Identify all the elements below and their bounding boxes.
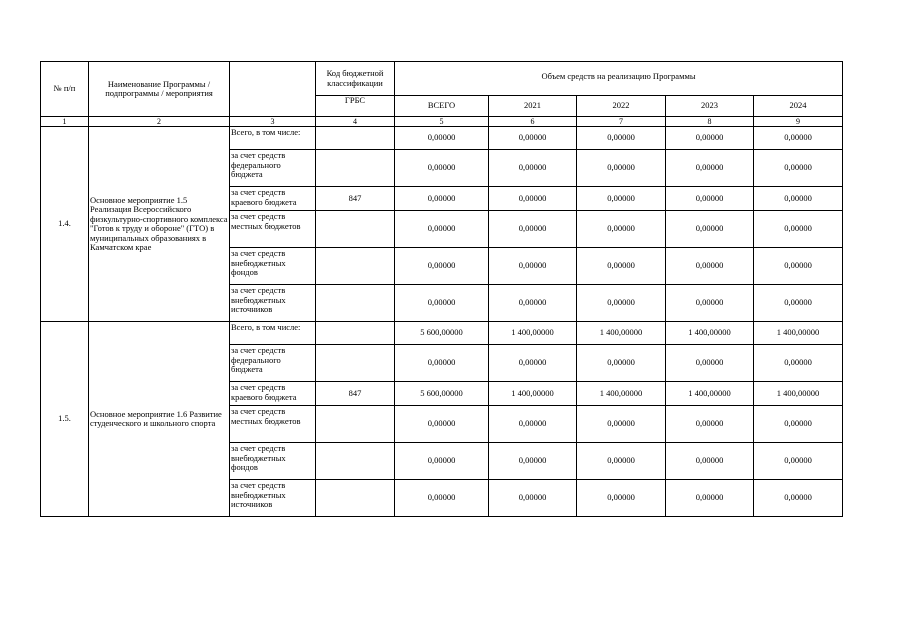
amount-year: 0,00000 (577, 187, 666, 211)
amount-year: 1 400,00000 (666, 382, 754, 406)
header-name: Наименование Программы / подпрограммы / мероприятия (89, 62, 230, 117)
activity-number: 1.4. (41, 127, 89, 322)
activity-name: Основное мероприятие 1.5 Реализация Всероссийского физкультурно-спортивного комплекса "Готов к труду и обороне" (ГТО) в муниципальных образованиях в Камчатском крае (89, 127, 230, 322)
amount-year: 0,00000 (666, 345, 754, 382)
amount-year: 0,00000 (489, 443, 577, 480)
grbs-code (316, 480, 395, 517)
grbs-code (316, 248, 395, 285)
column-number: 1 (41, 117, 89, 127)
amount-year: 0,00000 (754, 211, 843, 248)
activity-name: Основное мероприятие 1.6 Развитие студенческого и школьного спорта (89, 322, 230, 517)
funding-source: за счет средств внебюджетных источников (230, 285, 316, 322)
amount-year: 0,00000 (577, 248, 666, 285)
amount-year: 0,00000 (754, 480, 843, 517)
amount-year: 1 400,00000 (754, 382, 843, 406)
funding-row (41, 127, 843, 150)
funding-source: за счет средств внебюджетных источников (230, 480, 316, 517)
header-grbs: ГРБС (316, 96, 395, 117)
grbs-code: 847 (316, 382, 395, 406)
amount-year: 0,00000 (489, 248, 577, 285)
funding-source: за счет средств краевого бюджета (230, 187, 316, 211)
grbs-code (316, 345, 395, 382)
activity-number: 1.5. (41, 322, 89, 517)
grbs-code (316, 443, 395, 480)
amount-year: 0,00000 (754, 187, 843, 211)
header-total: ВСЕГО (395, 96, 489, 117)
amount-total: 0,00000 (395, 127, 489, 150)
amount-year: 0,00000 (754, 345, 843, 382)
grbs-code (316, 285, 395, 322)
amount-year: 1 400,00000 (577, 382, 666, 406)
amount-year: 1 400,00000 (489, 382, 577, 406)
amount-year: 1 400,00000 (577, 322, 666, 345)
amount-year: 0,00000 (666, 150, 754, 187)
amount-total: 0,00000 (395, 443, 489, 480)
amount-year: 0,00000 (754, 150, 843, 187)
amount-year: 0,00000 (577, 443, 666, 480)
funding-source: за счет средств местных бюджетов (230, 406, 316, 443)
amount-year: 0,00000 (754, 127, 843, 150)
column-number: 2 (89, 117, 230, 127)
amount-year: 0,00000 (577, 285, 666, 322)
amount-year: 0,00000 (754, 443, 843, 480)
grbs-code (316, 406, 395, 443)
column-number: 5 (395, 117, 489, 127)
amount-total: 0,00000 (395, 187, 489, 211)
funding-source: за счет средств федерального бюджета (230, 345, 316, 382)
grbs-code (316, 127, 395, 150)
amount-year: 0,00000 (489, 480, 577, 517)
column-number-row (41, 117, 843, 127)
amount-year: 0,00000 (754, 248, 843, 285)
grbs-code (316, 322, 395, 345)
amount-year: 0,00000 (489, 285, 577, 322)
header-year-2022: 2022 (577, 96, 666, 117)
amount-year: 0,00000 (666, 443, 754, 480)
header-code-group: Код бюджетной классификации (316, 62, 395, 96)
amount-total: 5 600,00000 (395, 322, 489, 345)
amount-year: 1 400,00000 (489, 322, 577, 345)
column-number: 7 (577, 117, 666, 127)
header-year-2023: 2023 (666, 96, 754, 117)
column-number: 4 (316, 117, 395, 127)
amount-year: 0,00000 (577, 211, 666, 248)
amount-total: 0,00000 (395, 248, 489, 285)
amount-total: 0,00000 (395, 406, 489, 443)
funding-source: за счет средств федерального бюджета (230, 150, 316, 187)
amount-year: 0,00000 (666, 127, 754, 150)
funding-row (41, 322, 843, 345)
funding-source: за счет средств краевого бюджета (230, 382, 316, 406)
amount-year: 0,00000 (666, 187, 754, 211)
amount-year: 0,00000 (577, 406, 666, 443)
amount-year: 1 400,00000 (754, 322, 843, 345)
funding-source: за счет средств внебюджетных фондов (230, 443, 316, 480)
amount-year: 0,00000 (577, 480, 666, 517)
funding-source: Всего, в том числе: (230, 127, 316, 150)
column-number: 3 (230, 117, 316, 127)
amount-year: 0,00000 (489, 150, 577, 187)
amount-year: 0,00000 (666, 285, 754, 322)
amount-year: 0,00000 (577, 150, 666, 187)
amount-year: 1 400,00000 (666, 322, 754, 345)
amount-year: 0,00000 (489, 187, 577, 211)
amount-year: 0,00000 (489, 127, 577, 150)
amount-total: 0,00000 (395, 480, 489, 517)
amount-year: 0,00000 (577, 127, 666, 150)
column-number: 6 (489, 117, 577, 127)
amount-year: 0,00000 (666, 248, 754, 285)
column-number: 8 (666, 117, 754, 127)
header-source (230, 62, 316, 117)
grbs-code (316, 150, 395, 187)
amount-total: 5 600,00000 (395, 382, 489, 406)
amount-total: 0,00000 (395, 211, 489, 248)
amount-total: 0,00000 (395, 345, 489, 382)
funding-source: за счет средств местных бюджетов (230, 211, 316, 248)
amount-year: 0,00000 (577, 345, 666, 382)
program-funding-table (40, 61, 843, 517)
amount-total: 0,00000 (395, 150, 489, 187)
funding-source: за счет средств внебюджетных фондов (230, 248, 316, 285)
header-num: № п/п (41, 62, 89, 117)
amount-year: 0,00000 (489, 406, 577, 443)
amount-year: 0,00000 (666, 480, 754, 517)
header-year-2021: 2021 (489, 96, 577, 117)
amount-year: 0,00000 (754, 406, 843, 443)
amount-year: 0,00000 (666, 406, 754, 443)
header-year-2024: 2024 (754, 96, 843, 117)
header-volume-group: Объем средств на реализацию Программы (395, 62, 843, 96)
amount-year: 0,00000 (666, 211, 754, 248)
amount-year: 0,00000 (489, 345, 577, 382)
amount-year: 0,00000 (754, 285, 843, 322)
amount-total: 0,00000 (395, 285, 489, 322)
amount-year: 0,00000 (489, 211, 577, 248)
grbs-code (316, 211, 395, 248)
funding-source: Всего, в том числе: (230, 322, 316, 345)
grbs-code: 847 (316, 187, 395, 211)
column-number: 9 (754, 117, 843, 127)
